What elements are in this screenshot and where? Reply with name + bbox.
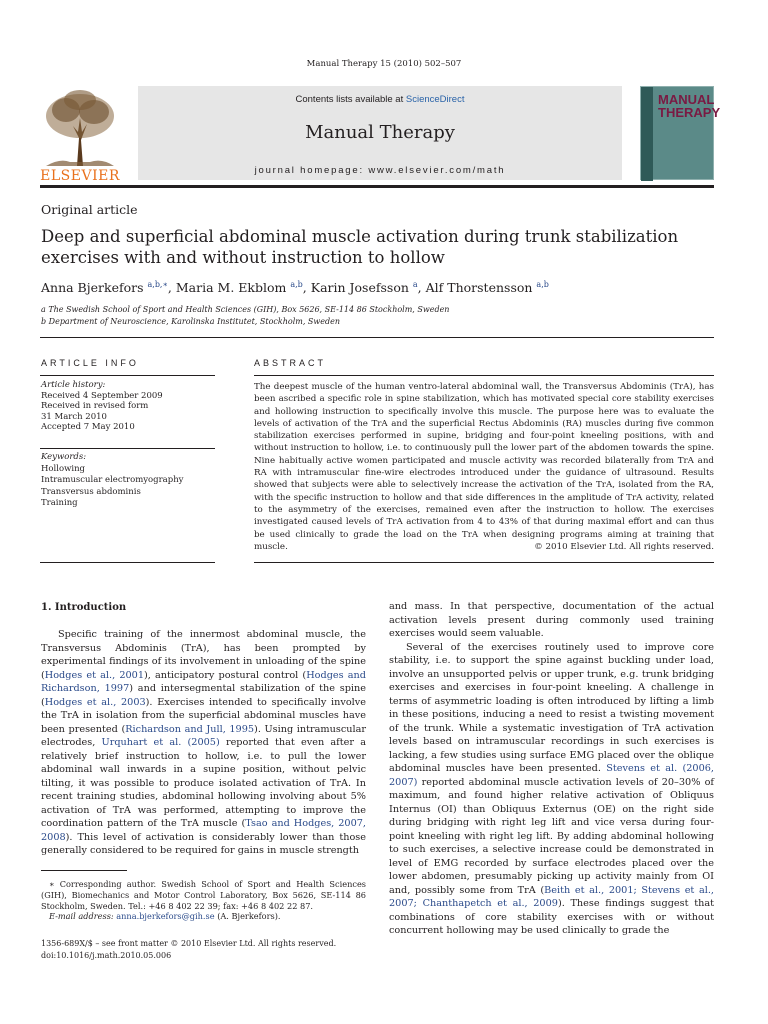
citation-link[interactable]: Tsao and Hodges, 2007, 2008 <box>41 818 366 843</box>
section-rule <box>40 337 714 338</box>
keywords-label: Keywords: <box>41 452 87 462</box>
abstract-heading: ABSTRACT <box>254 358 327 368</box>
citation-link[interactable]: Hodges et al., 2003 <box>44 696 146 708</box>
corresponding-author-footnote <box>41 879 366 922</box>
abstract-copyright: © 2010 Elsevier Ltd. All rights reserved. <box>534 542 714 552</box>
citation-link[interactable]: Beith et al., 2001; Stevens et al., 2007; Chanthapetch et al., 2009 <box>389 884 714 909</box>
paragraph: and mass. In that perspective, documentation of the actual activation levels present during commonly used training exercises would seem valuable. <box>389 601 714 639</box>
info-rule <box>40 448 215 449</box>
contents-prefix: Contents lists available at <box>295 94 406 105</box>
svg-text:ELSEVIER: ELSEVIER <box>40 168 120 182</box>
body-text: reported abdominal muscle activation levels of 20–30% of maximum, and found higher relative activation of Obliquus Internus (OI) than Obliquus Externus (OE) on the right side during bridging with right leg lift and vice versa during four-point kneeling with right leg lift. By adding abdominal hollowing to such exercises, a selective increase could be demonstrated in level of EMG recorded by surface electrodes placed over the lower abdomen, presumably picking up activity mainly from OI and, possibly some from TrA ( <box>389 776 714 896</box>
paragraph <box>41 628 366 858</box>
author-affiliation-marker[interactable]: a,b <box>290 280 303 289</box>
body-text: ) and intersegmental stabilization of the spine ( <box>41 683 366 708</box>
article-type: Original article <box>41 202 138 217</box>
keywords <box>41 452 216 510</box>
keyword: Hollowing <box>41 463 85 474</box>
revised-label: Received in revised form <box>41 401 149 411</box>
revised-date: 31 March 2010 <box>41 411 107 422</box>
citation-link[interactable]: Urquhart et al. (2005) <box>101 737 220 748</box>
doi-link[interactable]: doi:10.1016/j.math.2010.05.006 <box>41 950 172 960</box>
article-info-heading: ARTICLE INFO <box>41 358 139 368</box>
email-label: E-mail address: <box>49 911 117 922</box>
article-title: Deep and superficial abdominal muscle activation during trunk stabilization exercises with and without instruction to hollow <box>41 227 679 267</box>
journal-citation: Manual Therapy 15 (2010) 502–507 <box>306 59 462 69</box>
abstract-rule <box>254 562 714 563</box>
author-name[interactable]: Alf Thorstensson <box>425 280 533 296</box>
journal-cover-thumbnail[interactable] <box>640 86 721 180</box>
author-affiliation-marker[interactable]: a <box>412 280 418 289</box>
tree-logo-icon <box>40 88 120 182</box>
footnote-rule <box>41 870 127 871</box>
section-heading-introduction: 1. Introduction <box>41 602 127 613</box>
citation-link[interactable]: Hodges et al., 2001 <box>44 669 144 681</box>
info-rule <box>40 562 215 563</box>
info-rule <box>40 375 215 376</box>
affiliation-b: b Department of Neuroscience, Karolinska Institutet, Stockholm, Sweden <box>41 317 340 326</box>
keyword: Training <box>41 498 78 508</box>
journal-masthead <box>138 86 622 180</box>
affiliation-a: a The Swedish School of Sport and Health Sciences (GIH), Box 5626, SE-114 86 Stockholm, Sweden <box>41 305 450 314</box>
author-name[interactable]: Maria M. Ekblom <box>175 280 287 296</box>
body-column-left <box>41 628 366 858</box>
body-text: ). These findings suggest that combinations of core stability exercises with or without concurrent hollowing may be used clinically to grade the <box>389 898 714 936</box>
body-text: ). This level of activation is considerably lower than those generally considered to be required for gains in muscle strength <box>41 831 366 856</box>
citation-link[interactable]: Hodges and Richardson, 1997 <box>41 669 366 694</box>
email-link[interactable]: anna.bjerkefors@gih.se <box>116 911 215 922</box>
accepted-date: Accepted 7 May 2010 <box>41 422 135 432</box>
issn-doi <box>41 938 336 961</box>
keyword: Intramuscular electromyography <box>41 475 184 485</box>
cover-title: MANUAL THERAPY <box>658 92 721 120</box>
body-text: Several of the exercises routinely used to improve core stability, i.e. to support the spine against buckling under load, involve an unsupported pelvis or upper trunk, e.g. trunk bridging exercises and exercises in four-point kneeling. A challenge in terms of asymmetric loading is often introduced by lifting a limb in these positions, inducing a need to resist a twisting movement of the trunk. While a systematic investigation of TrA activation levels based on intramuscular recordings in such exercises is lacking, a few studies using surface EMG placed over the oblique abdominal muscles have been presented. <box>389 641 714 774</box>
author-list: Anna Bjerkefors $^{a,b,∗}$, Maria M. Ekblom $^{a,b}$, Karin Josefsson $^a$, Alf Thorstensson $^{a,b}$ <box>41 280 549 296</box>
cover-stripe <box>641 87 653 181</box>
body-text: Specific training of the innermost abdominal muscle, the Transversus Abdominis (TrA), has been prompted by experimental findings of its involvement in unloading of the spine ( <box>41 629 366 681</box>
received-date: Received 4 September 2009 <box>41 390 163 401</box>
citation-link[interactable]: Stevens et al. (2006, 2007) <box>389 763 714 788</box>
journal-homepage[interactable]: journal homepage: www.elsevier.com/math <box>254 165 506 176</box>
paragraph <box>389 641 714 938</box>
contents-line <box>138 94 622 105</box>
journal-name: Manual Therapy <box>305 122 455 143</box>
body-text: reported that even after a relatively brief instruction to hollow, i.e. to pull the lower abdominal wall inwards in a supine position, without pelvic tilting, it was possible to produce isolated activation of TrA. In recent training studies, abdominal hollowing involving about 5% activation of TrA was performed, attempting to improve the coordination pattern of the TrA muscle ( <box>41 737 366 829</box>
header-rule <box>40 185 714 188</box>
article-history <box>41 380 216 433</box>
author-name[interactable]: Karin Josefsson <box>310 280 409 296</box>
body-text: ). Exercises intended to specifically involve the TrA in isolation from the superficial abdominal muscles have been presented ( <box>41 696 366 735</box>
abstract-text: The deepest muscle of the human ventro-lateral abdominal wall, the Transversus Abdominis (TrA), has been ascribed a specific role in spine stabilization, which has motivated special core stability exercises and hollowing instruction to specifically involve this muscle. The purpose here was to evaluate the levels of activation of the TrA and the superficial Rectus Abdominis (RA) muscles during five common stabilization exercises performed in supine, bridging and four-point kneeling positions, with and without instruction to hollow, i.e. to continuously pull the lower part of the abdomen towards the spine. Nine habitually active women participated and muscle activity was recorded bilaterally from TrA and RA with intramuscular fine-wire electrodes introduced under the guidance of ultrasound. Results showed that subjects were able to selectively increase the activation of the TrA, isolated from the RA, with the specific instruction to hollow and that side differences in the amplitude of TrA activity, related to the asymmetry of the exercises, remained even after the instruction to hollow. The exercises investigated caused levels of TrA activation from 4 to 43% of that during maximal effort and can thus be used clinically to grade the load on the TrA when designing programs aiming at training that muscle. <box>254 382 714 552</box>
body-text: ), anticipatory postural control ( <box>143 669 307 681</box>
history-label: Article history: <box>41 380 106 390</box>
body-column-right <box>389 600 714 938</box>
keyword: Transversus abdominis <box>41 486 141 497</box>
citation-link[interactable]: Richardson and Jull, 1995 <box>125 723 255 735</box>
author-affiliation-marker[interactable]: a,b,∗ <box>147 280 168 289</box>
body-text: ). Using intramuscular electrodes, <box>41 723 366 748</box>
issn-line: 1356-689X/$ – see front matter © 2010 Elsevier Ltd. All rights reserved. <box>41 939 337 948</box>
abstract-rule <box>254 375 714 376</box>
email-suffix: (A. Bjerkefors). <box>214 911 281 922</box>
author-name[interactable]: Anna Bjerkefors <box>41 280 144 296</box>
corresponding-author-text: ∗ Corresponding author. Swedish School of Sport and Health Sciences (GIH), Biomechanics and Motor Control Laboratory, Box 5626, SE-114 86 Stockholm, Sweden. Tel.: +46 8 402 22 39; fax: +46 8 402 22 87. <box>41 879 366 911</box>
sciencedirect-link[interactable]: ScienceDirect <box>405 94 465 105</box>
elsevier-logo[interactable] <box>40 88 120 182</box>
author-affiliation-marker[interactable]: a,b <box>536 280 549 289</box>
